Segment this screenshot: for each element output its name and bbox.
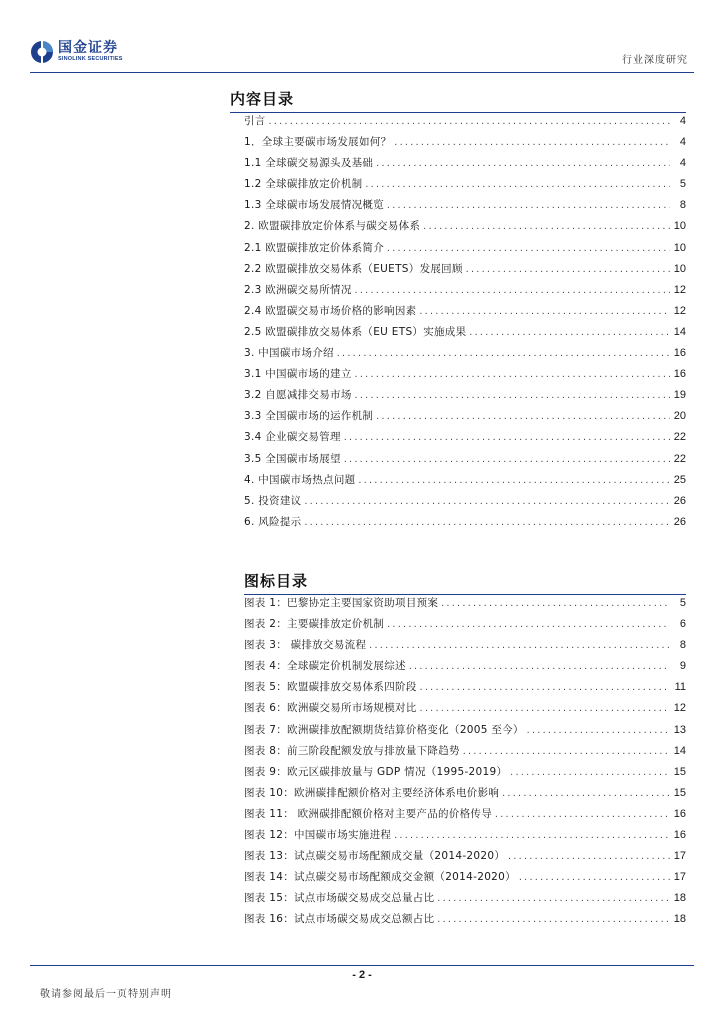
figure-entry[interactable] <box>244 848 686 869</box>
toc-entry-label: 3.1 中国碳市场的建立 <box>244 368 352 381</box>
contents-entry[interactable] <box>244 282 686 303</box>
dot-leader <box>386 244 670 253</box>
figures-list <box>244 595 686 933</box>
contents-entry[interactable] <box>244 218 686 239</box>
toc-entry-page: 8 <box>679 199 686 212</box>
toc-entry-label: 2.1 欧盟碳排放定价体系简介 <box>244 241 385 254</box>
dot-leader <box>303 497 670 506</box>
figure-entry[interactable] <box>244 637 686 658</box>
toc-entry-label: 图表 6：欧洲碳交易所市场规模对比 <box>244 702 417 715</box>
toc-entry-label: 图表 5：欧盟碳排放交易体系四阶段 <box>244 681 417 694</box>
contents-entry[interactable] <box>244 451 686 472</box>
toc-entry-label: 3.3 全国碳市场的运作机制 <box>244 410 374 423</box>
toc-entry-label: 2.3 欧洲碳交易所情况 <box>244 283 352 296</box>
toc-entry-page: 26 <box>673 494 686 507</box>
figure-entry[interactable] <box>244 658 686 679</box>
sinolink-logo-icon <box>30 40 54 64</box>
toc-entry-label: 图表 7：欧洲碳排放配额期货结算价格变化（2005 至今） <box>244 723 524 736</box>
figure-entry[interactable] <box>244 911 686 932</box>
dot-leader <box>375 159 670 168</box>
toc-entry-label: 图表 9：欧元区碳排放量与 GDP 情况（1995-2019） <box>244 765 508 778</box>
toc-entry-page: 19 <box>673 389 686 402</box>
toc-entry-page: 20 <box>673 410 686 423</box>
toc-entry-label: 图表 16：试点市场碳交易成交总额占比 <box>244 913 435 926</box>
contents-entry[interactable] <box>244 261 686 282</box>
contents-title: 内容目录 <box>230 90 295 108</box>
dot-leader <box>526 726 670 735</box>
figure-entry[interactable] <box>244 827 686 848</box>
toc-entry-page: 25 <box>673 473 686 486</box>
toc-entry-page: 4 <box>679 115 686 127</box>
figure-entry[interactable] <box>244 764 686 785</box>
toc-entry-page: 6 <box>679 618 686 631</box>
toc-entry-label: 2. 欧盟碳排放定价体系与碳交易体系 <box>244 220 421 233</box>
dot-leader <box>357 476 670 485</box>
toc-entry-page: 5 <box>679 178 686 191</box>
dot-leader <box>468 328 670 337</box>
dot-leader <box>465 265 670 274</box>
toc-entry-label: 1．全球主要碳市场发展如何？ <box>244 136 392 149</box>
page-number: - 2 - <box>352 969 372 981</box>
contents-entry[interactable] <box>244 345 686 366</box>
toc-entry-page: 4 <box>679 136 686 149</box>
toc-entry-label: 图表 2：主要碳排放定价机制 <box>244 618 385 631</box>
figure-entry[interactable] <box>244 700 686 721</box>
toc-entry-label: 图表 3： 碳排放交易流程 <box>244 639 367 652</box>
figure-entry[interactable] <box>244 722 686 743</box>
toc-entry-label: 4. 中国碳市场热点问题 <box>244 473 356 486</box>
dot-leader <box>303 518 670 527</box>
contents-entry[interactable] <box>244 113 686 134</box>
figure-entry[interactable] <box>244 595 686 616</box>
toc-entry-page: 26 <box>673 515 686 528</box>
dot-leader <box>336 349 670 358</box>
toc-entry-page: 8 <box>679 639 686 652</box>
dot-leader <box>354 286 670 295</box>
contents-entry[interactable] <box>244 514 686 535</box>
dot-leader <box>462 747 670 756</box>
toc-entry-page: 10 <box>673 262 686 275</box>
toc-entry-page: 4 <box>679 157 686 170</box>
contents-entry[interactable] <box>244 155 686 176</box>
figure-entry[interactable] <box>244 679 686 700</box>
contents-entry[interactable] <box>244 240 686 261</box>
dot-leader <box>419 704 670 713</box>
toc-entry-label: 图表 4：全球碳定价机制发展综述 <box>244 660 406 673</box>
toc-entry-page: 5 <box>679 597 686 609</box>
toc-entry-label: 图表 13：试点碳交易市场配额成交量（2014-2020） <box>244 850 506 863</box>
contents-entry[interactable] <box>244 197 686 218</box>
list-of-figures <box>244 570 686 933</box>
table-of-contents <box>230 88 686 535</box>
report-type: 行业深度研究 <box>622 55 688 66</box>
toc-entry-label: 3. 中国碳市场介绍 <box>244 347 334 360</box>
contents-entry[interactable] <box>244 472 686 493</box>
toc-entry-label: 图表 14：试点碳交易市场配额成交金额（2014-2020） <box>244 871 516 884</box>
contents-entry[interactable] <box>244 408 686 429</box>
dot-leader <box>386 201 670 210</box>
toc-entry-label: 6. 风险提示 <box>244 515 302 528</box>
figure-entry[interactable] <box>244 785 686 806</box>
toc-entry-page: 22 <box>673 431 686 444</box>
toc-entry-label: 2.2 欧盟碳排放交易体系（EUETS）发展回顾 <box>244 262 463 275</box>
dot-leader <box>386 620 670 629</box>
footer-divider <box>30 965 694 966</box>
figure-entry[interactable] <box>244 806 686 827</box>
toc-entry-label: 3.2 自愿减排交易市场 <box>244 389 352 402</box>
toc-entry-page: 13 <box>673 723 686 736</box>
toc-entry-page: 18 <box>673 913 686 926</box>
toc-entry-page: 12 <box>673 283 686 296</box>
dot-leader <box>507 852 670 861</box>
figure-entry[interactable] <box>244 616 686 637</box>
dot-leader <box>509 768 670 777</box>
toc-entry-label: 引言 <box>244 115 266 127</box>
dot-leader <box>268 117 670 126</box>
contents-list <box>244 113 686 535</box>
disclaimer-note: 敬请参阅最后一页特别声明 <box>40 989 172 1000</box>
toc-entry-label: 1.2 全球碳排放定价机制 <box>244 178 363 191</box>
toc-entry-label: 图表 8：前三阶段配额发放与排放量下降趋势 <box>244 744 460 757</box>
toc-entry-label: 5. 投资建议 <box>244 494 302 507</box>
toc-entry-page: 16 <box>673 807 686 820</box>
toc-entry-page: 12 <box>673 702 686 715</box>
dot-leader <box>436 894 670 903</box>
figure-entry[interactable] <box>244 869 686 890</box>
toc-entry-page: 15 <box>673 786 686 799</box>
toc-entry-page: 16 <box>673 829 686 842</box>
toc-entry-page: 10 <box>673 220 686 233</box>
figures-title: 图标目录 <box>244 572 309 590</box>
contents-entry[interactable] <box>244 493 686 514</box>
dot-leader <box>354 370 670 379</box>
page-header <box>30 40 694 70</box>
toc-entry-label: 3.4 企业碳交易管理 <box>244 431 341 444</box>
toc-entry-page: 11 <box>674 681 686 694</box>
contents-entry[interactable] <box>244 324 686 345</box>
dot-leader <box>501 789 670 798</box>
toc-entry-page: 22 <box>673 452 686 465</box>
toc-entry-page: 9 <box>679 660 686 673</box>
dot-leader <box>343 433 670 442</box>
toc-entry-label: 1.1 全球碳交易源头及基础 <box>244 157 374 170</box>
contents-entry[interactable] <box>244 134 686 155</box>
toc-entry-page: 15 <box>673 765 686 778</box>
toc-entry-page: 18 <box>673 892 686 905</box>
company-logo <box>30 40 123 64</box>
toc-entry-label: 图表 12：中国碳市场实施进程 <box>244 829 392 842</box>
dot-leader <box>343 455 670 464</box>
dot-leader <box>419 683 670 692</box>
dot-leader <box>436 915 670 924</box>
contents-entry[interactable] <box>244 303 686 324</box>
dot-leader <box>494 810 670 819</box>
toc-entry-page: 12 <box>673 304 686 317</box>
contents-entry[interactable] <box>244 176 686 197</box>
toc-entry-page: 10 <box>673 241 686 254</box>
toc-entry-label: 图表 11： 欧洲碳排配额价格对主要产品的价格传导 <box>244 807 493 820</box>
dot-leader <box>422 222 670 231</box>
toc-entry-page: 16 <box>673 368 686 381</box>
toc-entry-label: 图表 1：巴黎协定主要国家资助项目预案 <box>244 597 439 609</box>
figure-entry[interactable] <box>244 890 686 911</box>
dot-leader <box>368 641 670 650</box>
contents-entry[interactable] <box>244 366 686 387</box>
header-divider <box>30 72 694 73</box>
contents-entry[interactable] <box>244 429 686 450</box>
logo-english-name: SINOLINK SECURITIES <box>58 56 123 62</box>
toc-entry-label: 图表 15：试点市场碳交易成交总量占比 <box>244 892 435 905</box>
dot-leader <box>440 599 670 608</box>
toc-entry-page: 14 <box>673 744 686 757</box>
toc-entry-label: 图表 10：欧洲碳排配额价格对主要经济体系电价影响 <box>244 786 500 799</box>
dot-leader <box>375 412 670 421</box>
dot-leader <box>418 307 670 316</box>
dot-leader <box>518 873 670 882</box>
toc-entry-page: 14 <box>673 325 686 338</box>
dot-leader <box>393 138 670 147</box>
toc-entry-page: 17 <box>673 871 686 884</box>
contents-entry[interactable] <box>244 387 686 408</box>
toc-entry-label: 2.5 欧盟碳排放交易体系（EU ETS）实施成果 <box>244 325 467 338</box>
dot-leader <box>364 180 670 189</box>
figure-entry[interactable] <box>244 743 686 764</box>
toc-entry-label: 3.5 全国碳市场展望 <box>244 452 341 465</box>
dot-leader <box>408 662 670 671</box>
toc-entry-page: 17 <box>673 850 686 863</box>
toc-entry-label: 1.3 全球碳市场发展情况概览 <box>244 199 385 212</box>
dot-leader <box>393 831 670 840</box>
toc-entry-page: 16 <box>673 347 686 360</box>
logo-chinese-name: 国金证券 <box>58 40 118 56</box>
dot-leader <box>354 391 670 400</box>
toc-entry-label: 2.4 欧盟碳交易市场价格的影响因素 <box>244 304 417 317</box>
